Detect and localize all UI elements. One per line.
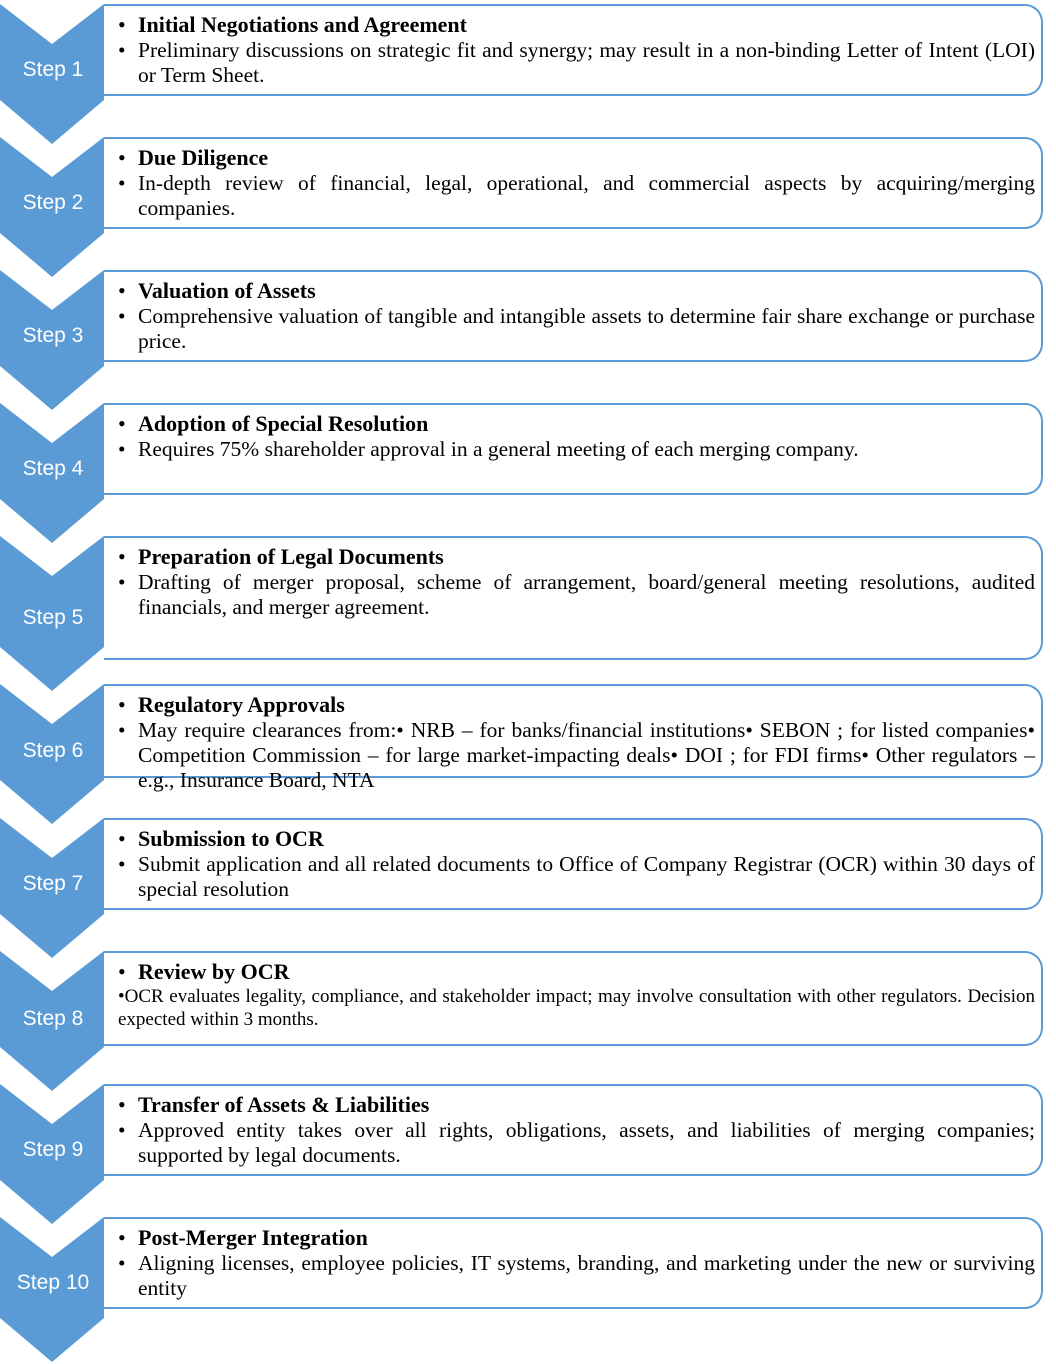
step-title-text: Initial Negotiations and Agreement <box>138 12 467 37</box>
step-title-text: Submission to OCR <box>138 826 324 851</box>
bullet: • <box>118 38 126 62</box>
step-title <box>118 1225 1035 1251</box>
step-title <box>118 411 1035 437</box>
step-description-text: Preliminary discussions on strategic fit and synergy; may result in a non-binding Letter of Intent (LOI) or Term Sheet. <box>138 38 1035 87</box>
step-label: Step 3 <box>22 324 84 347</box>
bullet: • <box>118 171 126 195</box>
step-description-text: Comprehensive valuation of tangible and intangible assets to determine fair share exchange or purchase price. <box>138 304 1035 353</box>
step-box <box>104 818 1043 910</box>
step-chevron <box>0 137 108 277</box>
step-label: Step 4 <box>22 457 84 480</box>
step-title <box>118 12 1035 38</box>
step-description <box>118 1118 1035 1168</box>
step-title <box>118 826 1035 852</box>
step-title-text: Due Diligence <box>138 145 269 170</box>
bullet: • <box>118 437 126 461</box>
step-description-text: Approved entity takes over all rights, obligations, assets, and liabilities of merging companies; supported by legal documents. <box>138 1118 1035 1167</box>
step-description <box>118 437 1035 462</box>
bullet: • <box>118 570 126 594</box>
step-label: Step 6 <box>22 739 84 762</box>
bullet: • <box>118 1118 126 1142</box>
bullet: • <box>118 278 126 303</box>
step-box <box>104 1217 1043 1309</box>
bullet: • <box>118 1251 126 1275</box>
step-description <box>118 570 1035 620</box>
step-title <box>118 692 1035 718</box>
bullet: • <box>118 1092 126 1117</box>
step-title-text: Preparation of Legal Documents <box>138 544 444 569</box>
step-title-text: Valuation of Assets <box>138 278 316 303</box>
step-label: Step 5 <box>22 606 84 629</box>
step-box <box>104 536 1043 660</box>
step-title <box>118 145 1035 171</box>
step-title <box>118 278 1035 304</box>
step-description-text: Submit application and all related documents to Office of Company Registrar (OCR) within 30 days of special resolution <box>138 852 1035 901</box>
step-box <box>104 1084 1043 1176</box>
step-title <box>118 959 1035 985</box>
step-label: Step 10 <box>16 1271 90 1294</box>
bullet: • <box>118 1225 126 1250</box>
step-description-text: Drafting of merger proposal, scheme of arrangement, board/general meeting resolutions, audited financials, and merger agreement. <box>138 570 1035 619</box>
step-label: Step 1 <box>22 58 84 81</box>
bullet: • <box>118 959 126 984</box>
step-description <box>118 304 1035 354</box>
step-chevron <box>0 1084 108 1224</box>
step-box <box>104 951 1043 1046</box>
step-description-text: Requires 75% shareholder approval in a general meeting of each merging company. <box>138 437 859 461</box>
step-chevron <box>0 270 108 410</box>
step-chevron <box>0 684 108 824</box>
step-title-text: Transfer of Assets & Liabilities <box>138 1092 430 1117</box>
step-description <box>118 1251 1035 1301</box>
step-chevron <box>0 951 108 1091</box>
step-description <box>118 718 1035 793</box>
bullet: • <box>118 544 126 569</box>
step-title-text: Adoption of Special Resolution <box>138 411 429 436</box>
step-description-text: •OCR evaluates legality, compliance, and stakeholder impact; may involve consultation with other regulators. Decision expected within 3 months. <box>118 986 1035 1030</box>
step-label: Step 7 <box>22 872 84 895</box>
step-box <box>104 137 1043 229</box>
step-chevron <box>0 818 108 958</box>
step-description <box>118 985 1035 1031</box>
step-title <box>118 544 1035 570</box>
bullet: • <box>118 304 126 328</box>
step-title-text: Post-Merger Integration <box>138 1225 368 1250</box>
step-box <box>104 403 1043 495</box>
step-description <box>118 171 1035 221</box>
step-box <box>104 270 1043 362</box>
step-description-text: May require clearances from:• NRB – for banks/financial institutions• SEBON ; for listed companies• Competition Commission – for large market-impacting deals• DOI ; for FDI firms• Other regulators – e.g., Insurance Board, NTA <box>138 718 1035 792</box>
step-chevron <box>0 403 108 543</box>
step-chevron <box>0 4 108 144</box>
bullet: • <box>118 852 126 876</box>
bullet: • <box>118 411 126 436</box>
step-title-text: Regulatory Approvals <box>138 692 345 717</box>
step-chevron <box>0 1217 108 1362</box>
step-description-text: Aligning licenses, employee policies, IT systems, branding, and marketing under the new or surviving entity <box>138 1251 1035 1300</box>
step-description <box>118 38 1035 88</box>
step-title <box>118 1092 1035 1118</box>
step-description-text: In-depth review of financial, legal, operational, and commercial aspects by acquiring/merging companies. <box>138 171 1035 220</box>
step-label: Step 8 <box>22 1006 84 1030</box>
step-box <box>104 684 1043 792</box>
step-label: Step 2 <box>22 191 84 214</box>
bullet: • <box>118 692 126 717</box>
bullet: • <box>118 718 126 742</box>
bullet: • <box>118 145 126 170</box>
step-description <box>118 852 1035 902</box>
bullet: • <box>118 826 126 851</box>
bullet: • <box>118 12 126 37</box>
step-title-text: Review by OCR <box>138 959 290 984</box>
step-label: Step 9 <box>22 1138 84 1161</box>
step-box <box>104 4 1043 96</box>
step-chevron <box>0 536 108 691</box>
